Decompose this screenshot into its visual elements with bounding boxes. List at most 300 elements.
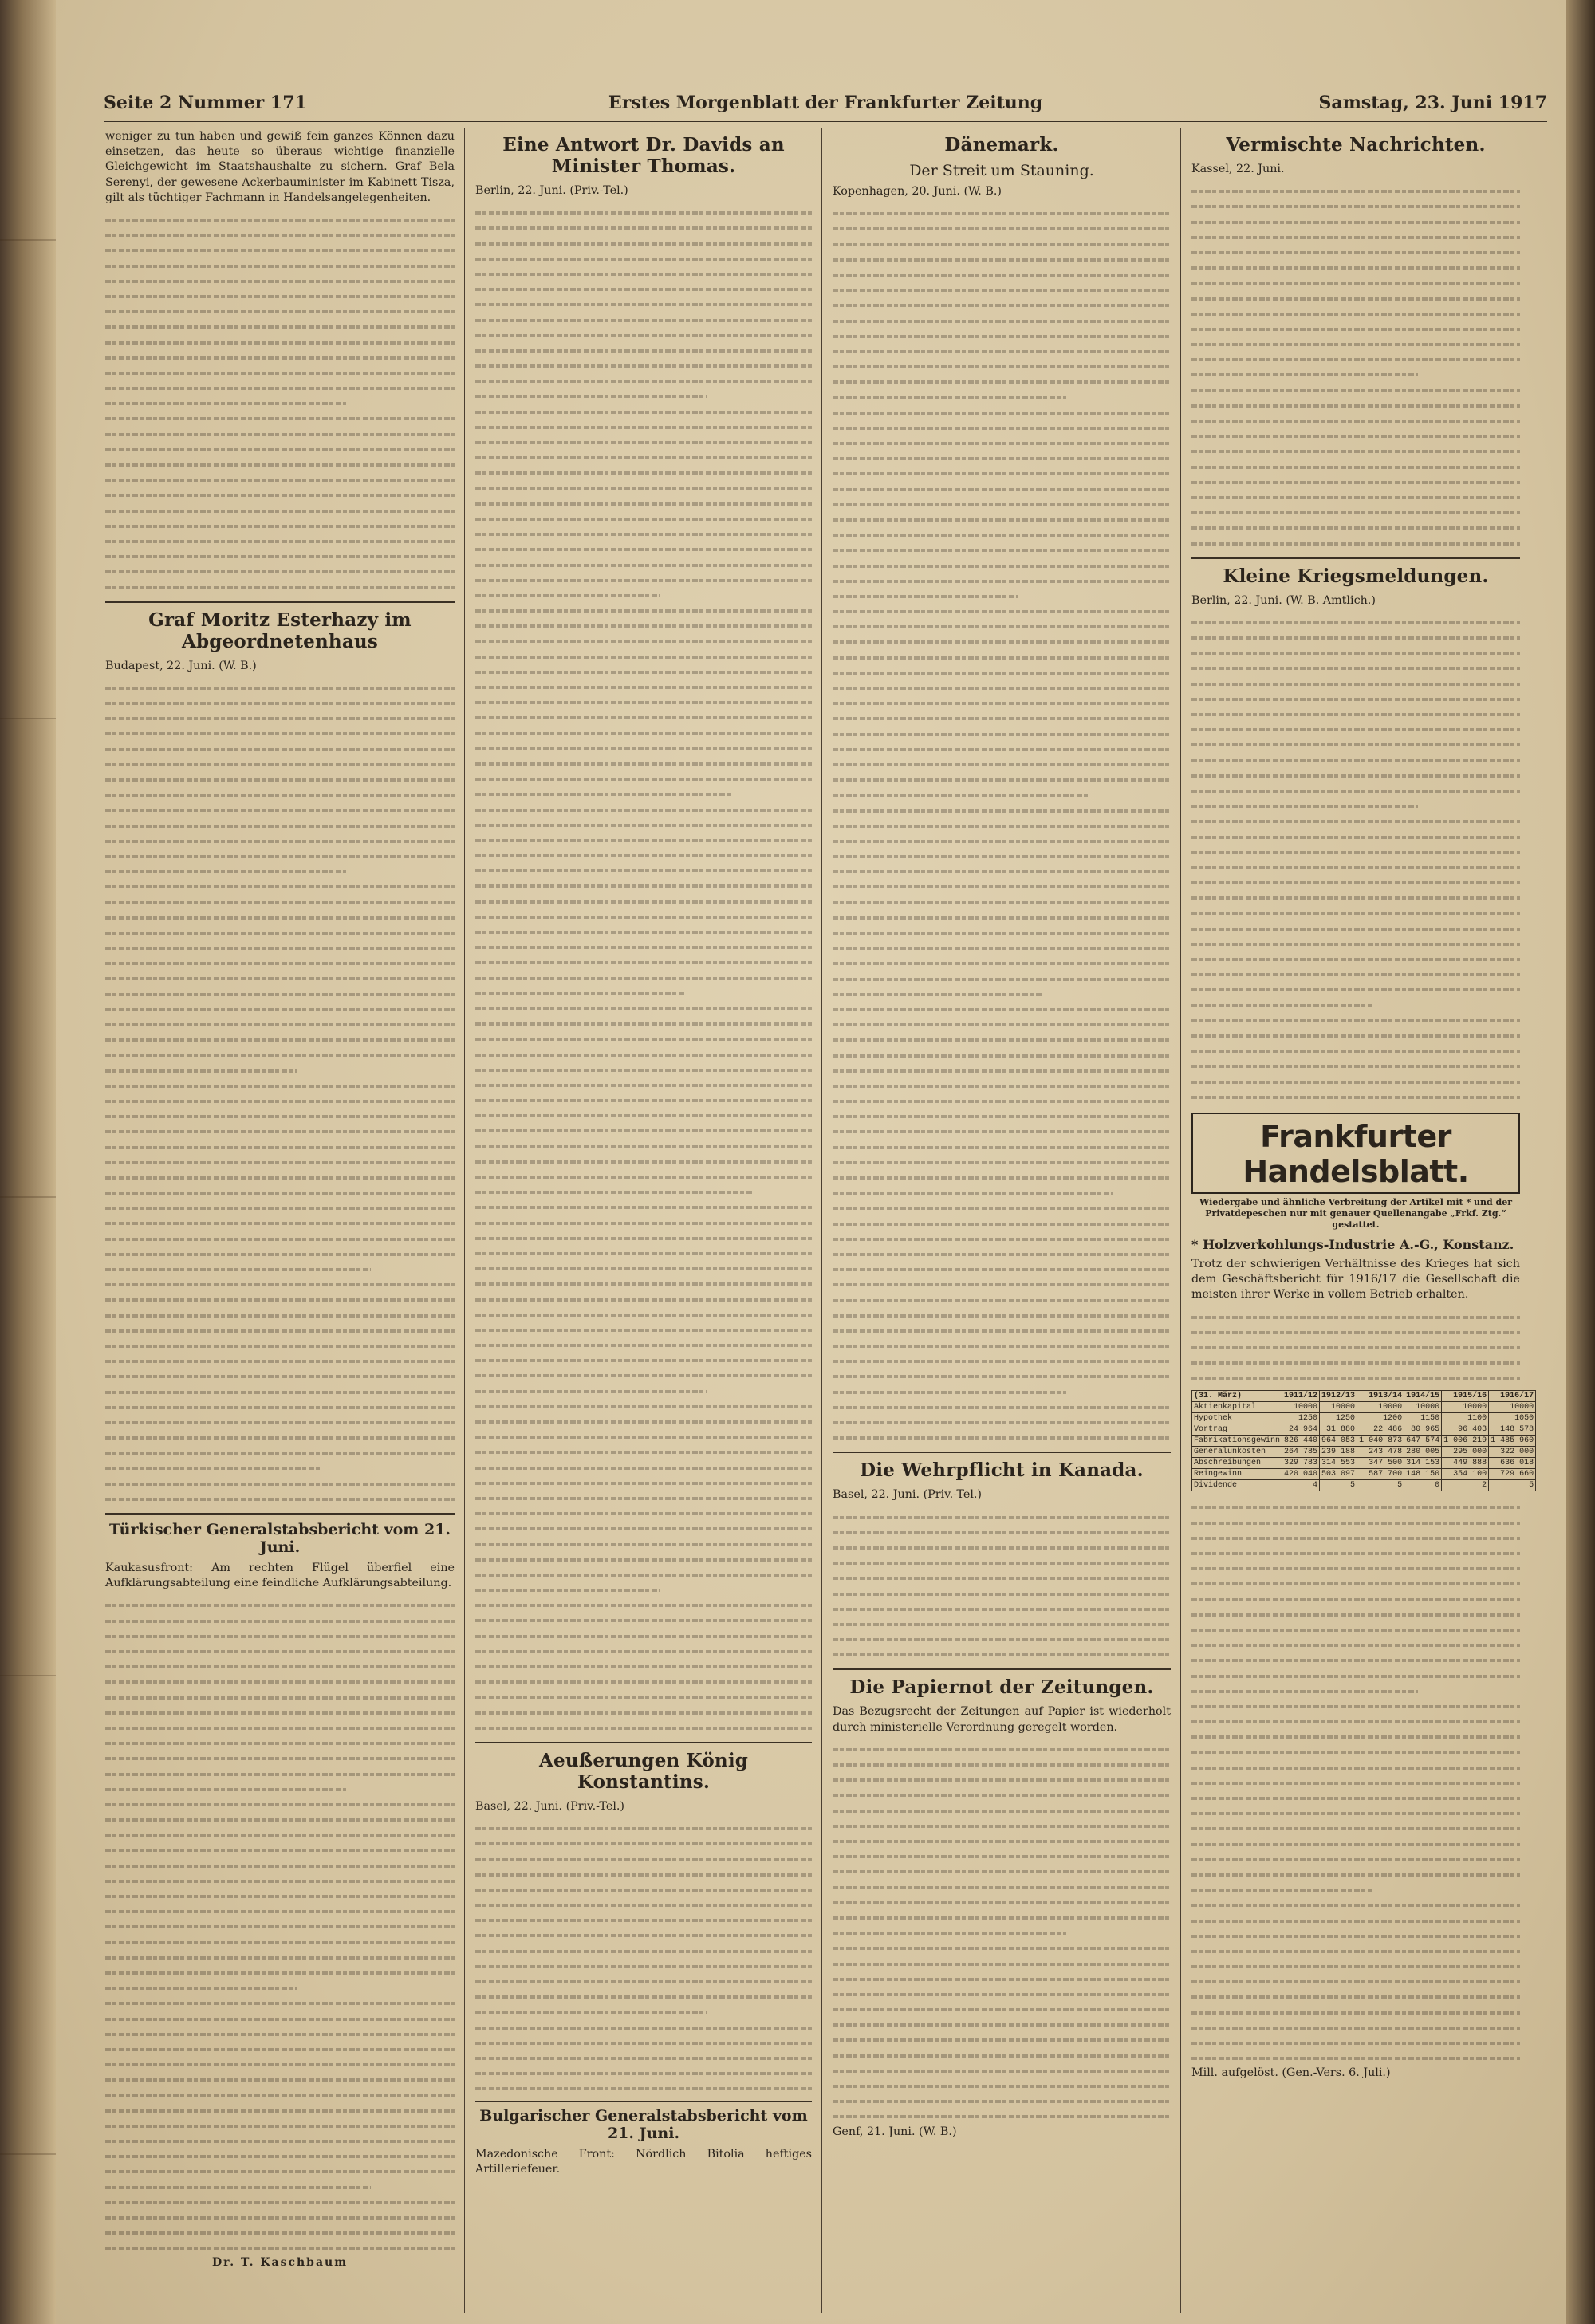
text-line (833, 1430, 1171, 1445)
text-line (105, 1277, 455, 1292)
text-line (475, 1108, 812, 1123)
table-cell: 10000 (1442, 1402, 1489, 1413)
table-row (1192, 1436, 1536, 1447)
table-cell: Fabrikationsgewinn (1192, 1436, 1282, 1447)
text-line (833, 1742, 1171, 1757)
text-line (475, 1231, 812, 1246)
text-line (475, 1597, 812, 1613)
text-line (105, 1353, 455, 1369)
table-cell: 148 150 (1404, 1469, 1442, 1480)
text-line (475, 1337, 812, 1353)
table-header-cell: 1916/17 (1489, 1391, 1536, 1402)
text-line (105, 503, 455, 518)
text-line (105, 833, 455, 849)
text-line (475, 358, 812, 373)
text-line (475, 603, 812, 618)
masthead (104, 93, 1547, 122)
headline: Die Wehrpflicht in Kanada. (860, 1459, 1144, 1482)
table-cell: 1050 (1489, 1413, 1536, 1424)
text-line (475, 1139, 812, 1154)
text-line (475, 1521, 812, 1536)
text-line (475, 1047, 812, 1062)
text-line (833, 1170, 1171, 1185)
text-line (105, 304, 455, 319)
text-line (833, 221, 1171, 236)
table-cell: 314 153 (1404, 1458, 1442, 1469)
text-line (475, 450, 812, 465)
text-line (833, 1369, 1171, 1384)
text-line (833, 497, 1171, 512)
text-line (475, 1582, 660, 1597)
text-line (833, 435, 1171, 451)
text-line (105, 910, 455, 925)
text-line (833, 1880, 1171, 1895)
text-line (105, 1002, 455, 1017)
table-cell: 22 486 (1357, 1424, 1404, 1436)
text-line (475, 1959, 812, 1974)
text-line (1191, 753, 1520, 768)
text-line (105, 242, 455, 258)
text-line (475, 1123, 812, 1138)
text-line (833, 252, 1171, 267)
table-row (1192, 1469, 1536, 1480)
table-cell: 329 783 (1282, 1458, 1320, 1469)
text-line (105, 1323, 455, 1338)
text-line (1191, 998, 1372, 1013)
text-line (475, 1705, 812, 1720)
text-line (833, 2094, 1171, 2109)
text-line (1191, 1561, 1520, 1576)
text-line (105, 2072, 455, 2087)
text-line (475, 1613, 812, 1628)
headline: Bulgarischer Generalstabsbericht vom 21. Juni. (479, 2106, 808, 2142)
column-divider (464, 128, 465, 2313)
text-line (475, 1154, 812, 1169)
text-line (833, 727, 1171, 742)
text-line (833, 940, 1171, 955)
financial-table (1191, 1390, 1536, 1491)
text-line (475, 726, 812, 741)
text-line (1191, 383, 1520, 398)
text-line (1191, 2005, 1520, 2020)
text-line (475, 1031, 812, 1046)
text-line (105, 1385, 455, 1400)
text-line (1191, 1699, 1520, 1714)
table-header-cell: 1915/16 (1442, 1391, 1489, 1402)
text-line (1191, 1499, 1520, 1515)
text-line (1191, 615, 1520, 630)
text-line (105, 772, 455, 787)
text-line (105, 2118, 455, 2133)
text-line (105, 1705, 455, 1720)
text-line (105, 1292, 455, 1307)
text-line (105, 1231, 455, 1247)
text-line (1191, 691, 1520, 707)
text-line (1191, 215, 1520, 230)
text-line (833, 1185, 1113, 1200)
article-text-block (1191, 183, 1520, 551)
text-line (475, 511, 812, 526)
text-line (475, 1989, 812, 2004)
text-line (105, 1047, 455, 1062)
text-line (833, 2002, 1171, 2017)
text-line (1191, 230, 1520, 245)
text-line (105, 1873, 455, 1889)
text-line (105, 319, 455, 334)
article-text-block (105, 680, 455, 1507)
text-line (475, 1689, 812, 1704)
text-line (833, 1262, 1171, 1277)
text-line (105, 802, 455, 817)
text-line (1191, 337, 1520, 352)
text-line (105, 1215, 455, 1231)
headline: Aeußerungen König Konstantins. (538, 1749, 749, 1793)
text-line (105, 518, 455, 534)
text-line (833, 589, 1018, 604)
text-line (475, 1821, 812, 1836)
text-line (105, 1659, 455, 1674)
text-line (105, 2149, 455, 2164)
text-line (105, 580, 455, 595)
text-line (475, 1307, 812, 1322)
text-line (833, 1200, 1171, 1215)
text-line (105, 1262, 371, 1277)
table-cell: Abschreibungen (1192, 1458, 1282, 1469)
text-line (1191, 398, 1520, 413)
text-line (105, 1919, 455, 1934)
article-text: weniger zu tun haben und gewiß fein ganzes Können dazu einsetzen, das heute so überaus wichtige finanzielle Gleichgewicht im Staatshaushalte zu sichern. Graf Bela Serenyi, der gewesene Ackerbauminister im Kabinett Tisza, gilt als tüchtiger Fachmann in Handelsangelegenheiten. (105, 130, 455, 204)
text-line (833, 680, 1171, 695)
text-line (833, 2017, 1171, 2032)
text-line (475, 924, 812, 939)
text-line (105, 2225, 455, 2240)
text-line (105, 2087, 455, 2102)
text-line (833, 206, 1171, 221)
text-line (475, 1353, 812, 1368)
text-line (833, 329, 1171, 344)
text-line (475, 955, 812, 970)
text-line (105, 1597, 455, 1613)
text-line (1191, 321, 1520, 337)
text-line (833, 1308, 1171, 1323)
text-line (833, 1864, 1171, 1879)
table-row (1192, 1402, 1536, 1413)
text-line (1191, 1043, 1520, 1058)
section-rule (105, 601, 455, 603)
text-line (105, 1185, 455, 1200)
text-line (833, 1803, 1171, 1818)
text-line (833, 2032, 1171, 2047)
text-line (1191, 1928, 1520, 1944)
text-line (105, 1690, 455, 1705)
text-line (833, 1353, 1171, 1369)
text-line (105, 1889, 455, 1904)
subheadline: Der Streit um Stauning. (909, 162, 1094, 179)
text-line (1191, 199, 1520, 214)
text-line (105, 227, 455, 242)
text-line (833, 482, 1171, 497)
section-rule (833, 1668, 1171, 1670)
text-line (475, 1246, 812, 1261)
text-line (1191, 520, 1520, 535)
text-line (833, 955, 1171, 971)
text-line (1191, 1959, 1520, 1974)
column-2 (475, 129, 812, 2314)
table-cell: 148 578 (1489, 1424, 1536, 1436)
table-cell: 647 574 (1404, 1436, 1442, 1447)
table-cell: 503 097 (1320, 1469, 1357, 1480)
text-line (1191, 982, 1520, 997)
text-line (475, 741, 812, 756)
text-line (1191, 1355, 1520, 1370)
text-line (833, 1063, 1171, 1078)
table-cell: 80 965 (1404, 1424, 1442, 1436)
text-line (475, 251, 812, 266)
table-cell: 295 000 (1442, 1447, 1489, 1458)
text-line (475, 465, 812, 480)
text-line (833, 634, 1171, 649)
article-text-block (1191, 615, 1520, 1105)
text-line (475, 2050, 812, 2066)
text-line (833, 420, 1171, 435)
text-line (475, 817, 812, 833)
text-line (1191, 1530, 1520, 1546)
text-line (475, 1093, 812, 1108)
text-line (105, 987, 455, 1002)
text-line (833, 512, 1171, 527)
text-line (833, 772, 1171, 787)
text-line (105, 534, 455, 549)
text-line (1191, 737, 1520, 752)
table-cell: Generalunkosten (1192, 1447, 1282, 1458)
text-line (105, 925, 455, 940)
text-line (1191, 1867, 1520, 1882)
text-line (833, 1093, 1171, 1109)
text-line (475, 2004, 707, 2019)
section-rule (475, 1742, 812, 1743)
text-line (833, 1124, 1171, 1139)
text-line (475, 633, 812, 648)
text-line (833, 1895, 1171, 1910)
text-line (833, 558, 1171, 573)
article-text-block (475, 1821, 812, 2096)
table-cell: 347 500 (1357, 1458, 1404, 1469)
column-1 (105, 129, 455, 2314)
text-line (1191, 291, 1520, 306)
text-line (475, 833, 812, 848)
text-line (833, 542, 1171, 557)
table-row (1192, 1447, 1536, 1458)
text-line (475, 282, 812, 297)
table-cell: 1 040 873 (1357, 1436, 1404, 1447)
text-line (833, 527, 1171, 542)
text-line (833, 849, 1171, 864)
dateline: Genf, 21. Juni. (W. B.) (833, 2125, 957, 2138)
text-line (833, 818, 1171, 833)
article-text: Mazedonische Front: Nördlich Bitolia heftiges Artilleriefeuer. (475, 2147, 812, 2176)
text-line (105, 818, 455, 833)
text-line (105, 411, 455, 426)
table-cell: Reingewinn (1192, 1469, 1282, 1480)
text-line (475, 388, 707, 404)
section-rule (105, 1513, 455, 1515)
text-line (105, 864, 346, 879)
text-line (1191, 443, 1520, 459)
text-line (833, 695, 1171, 711)
headline: Die Papiernot der Zeitungen. (849, 1676, 1154, 1699)
table-cell: 31 880 (1320, 1424, 1357, 1436)
text-line (833, 1247, 1171, 1262)
text-line (833, 1925, 1066, 1940)
text-line (833, 1140, 1171, 1155)
text-line (833, 1772, 1171, 1787)
text-line (833, 466, 1171, 481)
text-line (1191, 875, 1520, 890)
text-line (1191, 1944, 1520, 1959)
text-line (833, 297, 1171, 313)
text-line (1191, 1028, 1520, 1043)
text-line (105, 1247, 455, 1262)
table-cell: 2 (1442, 1480, 1489, 1491)
text-line (105, 742, 455, 757)
text-line (105, 2133, 455, 2149)
text-line (105, 757, 455, 772)
text-line (105, 2164, 455, 2179)
headline: Eine Antwort Dr. Davids an Minister Thomas. (502, 134, 785, 177)
column-divider (1180, 128, 1181, 2313)
text-line (833, 604, 1171, 619)
text-line (833, 1400, 1171, 1415)
section-rule (1191, 557, 1520, 559)
text-line (833, 1632, 1171, 1647)
text-line (475, 1506, 812, 1521)
text-line (833, 619, 1171, 634)
text-line (475, 1169, 812, 1184)
text-line (833, 1956, 1171, 1971)
text-line (105, 472, 455, 487)
text-line (475, 2081, 812, 2096)
text-line (475, 1261, 812, 1276)
text-line (833, 757, 1171, 772)
text-line (1191, 905, 1520, 920)
text-line (833, 1216, 1171, 1231)
text-line (475, 1867, 812, 1882)
article-text-block (105, 1597, 455, 2255)
text-line (1191, 813, 1520, 829)
table-cell: 264 785 (1282, 1447, 1320, 1458)
article-text-block (1191, 1310, 1520, 1386)
text-line (105, 1124, 455, 1139)
table-row (1192, 1480, 1536, 1491)
text-line (833, 1940, 1171, 1956)
dateline: Kopenhagen, 20. Juni. (W. B.) (833, 185, 1002, 198)
text-line (833, 1570, 1171, 1585)
text-line (833, 2078, 1171, 2094)
text-line (475, 1852, 812, 1867)
text-line (475, 1629, 812, 1644)
text-line (105, 1430, 455, 1445)
text-line (1191, 798, 1418, 813)
text-line (1191, 1852, 1520, 1867)
page-number: Seite 2 Nummer 171 (104, 93, 307, 113)
newspaper-title: Erstes Morgenblatt der Frankfurter Zeitung (608, 93, 1043, 113)
text-line (105, 895, 455, 910)
text-line (833, 1415, 1171, 1430)
table-cell: Aktienkapital (1192, 1402, 1282, 1413)
text-line (105, 1170, 455, 1185)
text-line (1191, 275, 1520, 290)
text-line (1191, 1974, 1520, 1989)
table-cell: 10000 (1357, 1402, 1404, 1413)
text-line (833, 1323, 1171, 1338)
text-line (475, 297, 812, 312)
table-cell: 322 000 (1489, 1447, 1536, 1458)
text-line (1191, 1546, 1520, 1561)
table-header-cell: 1911/12 (1282, 1391, 1320, 1402)
text-line (1191, 1760, 1520, 1775)
text-line (105, 335, 455, 350)
text-line (105, 1904, 455, 1919)
text-line (475, 710, 812, 725)
text-line (105, 274, 455, 289)
text-line (105, 2103, 455, 2118)
text-line (105, 396, 346, 411)
text-line (475, 526, 812, 542)
text-line (833, 864, 1171, 879)
text-line (105, 695, 455, 711)
text-line (1191, 536, 1520, 551)
text-line (475, 420, 812, 435)
table-cell: 1250 (1282, 1413, 1320, 1424)
text-line (105, 1491, 455, 1507)
text-line (833, 1849, 1171, 1864)
text-line (1191, 1592, 1520, 1607)
text-line (475, 1399, 812, 1414)
text-line (475, 435, 812, 450)
text-line (833, 1910, 1171, 1925)
text-line (475, 373, 812, 388)
text-line (833, 1971, 1171, 1987)
text-line (105, 1858, 455, 1873)
text-line (475, 1444, 812, 1459)
text-line (1191, 1821, 1520, 1836)
text-line (475, 1414, 812, 1429)
text-line (475, 1062, 812, 1077)
text-line (833, 1277, 1171, 1292)
text-line (105, 2027, 455, 2042)
text-line (475, 557, 812, 573)
text-line (1191, 2050, 1520, 2066)
text-line (1191, 2035, 1520, 2050)
table-cell: 1250 (1320, 1413, 1357, 1424)
text-line (475, 1384, 707, 1399)
text-line (1191, 505, 1520, 520)
text-line (1191, 1790, 1520, 1806)
text-line (1191, 1989, 1520, 2004)
text-line (105, 350, 455, 365)
table-cell: 1 485 960 (1489, 1436, 1536, 1447)
text-line (105, 1338, 455, 1353)
text-line (1191, 1882, 1372, 1897)
text-line (833, 2109, 1171, 2124)
text-line (1191, 722, 1520, 737)
text-line (475, 848, 812, 863)
text-line (105, 1063, 297, 1078)
text-line (475, 542, 812, 557)
text-line (105, 1629, 455, 1644)
article-text: Trotz der schwierigen Verhältnisse des Krieges hat sich dem Geschäftsbericht für 1916/17 die Gesellschaft die meisten ihrer Werke in vollem Betrieb erhalten. (1191, 1257, 1520, 1302)
table-row (1192, 1458, 1536, 1469)
